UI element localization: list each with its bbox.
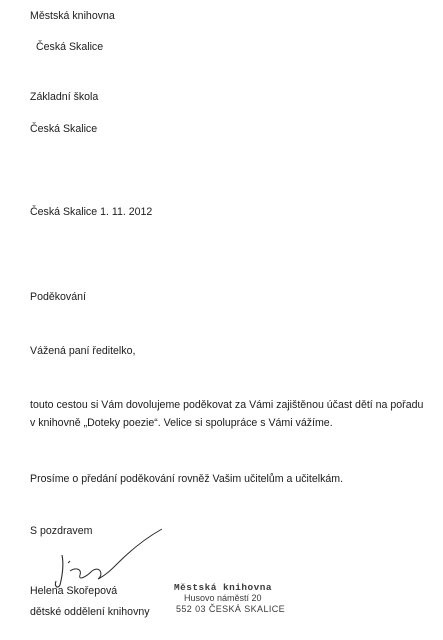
sender-city: Česká Skalice — [36, 41, 104, 53]
letter-subject: Poděkování — [30, 291, 86, 303]
recipient-name: Základní škola — [30, 91, 99, 103]
body-paragraph-1-line-2: v knihovně „Doteky poezie“. Velice si spolupráce s Vámi vážíme. — [30, 417, 333, 429]
closing: S pozdravem — [30, 525, 93, 537]
recipient-city: Česká Skalice — [30, 123, 98, 135]
salutation: Vážená paní ředitelko, — [30, 345, 136, 357]
body-paragraph-2: Prosíme o předání poděkování rovněž Vašim učitelům a učitelkám. — [30, 473, 344, 485]
stamp-line-1: Městská knihovna — [174, 582, 273, 593]
date-line: Česká Skalice 1. 11. 2012 — [30, 206, 153, 218]
signatory-department: dětské oddělení knihovny — [30, 606, 150, 618]
library-stamp — [172, 582, 322, 615]
signatory-name: Helena Skořepová — [30, 585, 118, 597]
stamp-line-2: Husovo náměstí 20 — [184, 593, 262, 603]
stamp-line-3: 552 03 ČESKÁ SKALICE — [176, 604, 286, 614]
body-paragraph-1-line-1: touto cestou si Vám dovolujeme poděkovat za Vámi zajištěnou účast dětí na pořadu — [30, 399, 424, 411]
sender-name: Městská knihovna — [30, 10, 115, 22]
